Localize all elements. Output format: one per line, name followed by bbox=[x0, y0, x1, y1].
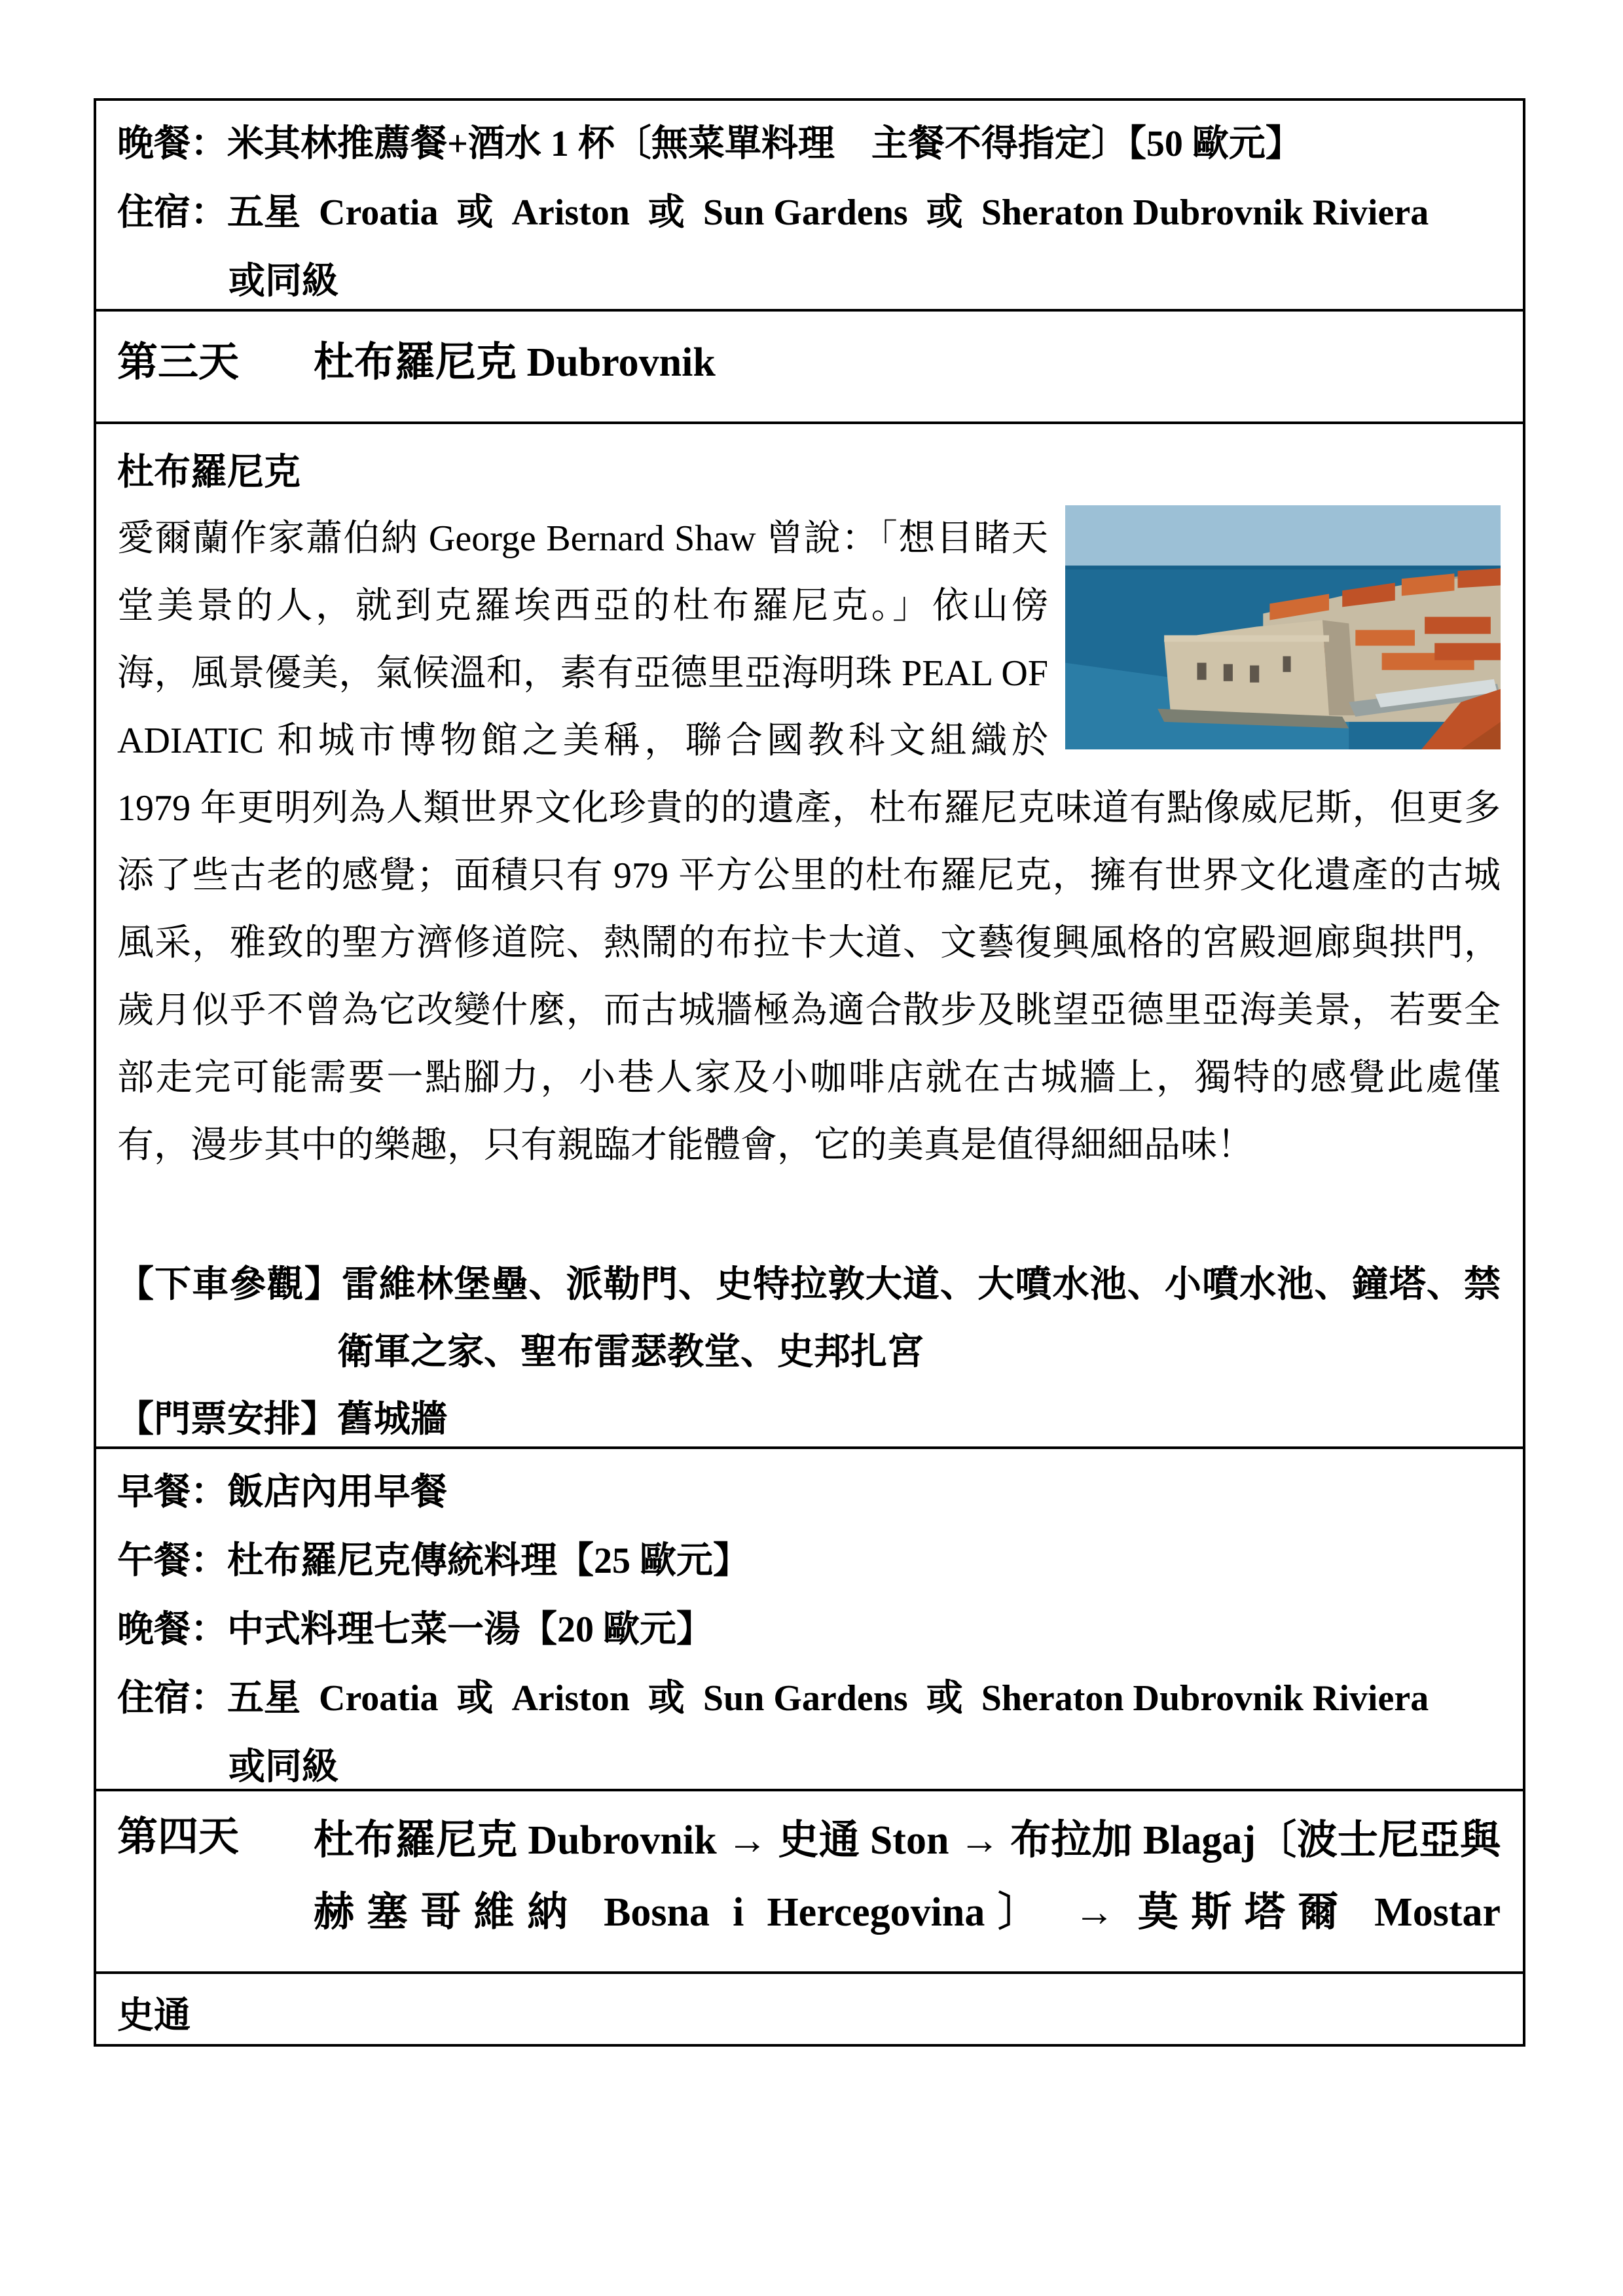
row-prev-day-meals bbox=[96, 101, 1523, 312]
photo-window bbox=[1283, 656, 1291, 672]
day3-label: 第三天 bbox=[117, 340, 240, 385]
photo-roof bbox=[1458, 568, 1501, 588]
photo-window bbox=[1197, 663, 1207, 680]
hotel-line: 住宿：五星 Croatia 或 Ariston 或 Sun Gardens 或 Sheraton Dubrovnik Riviera bbox=[117, 192, 1429, 233]
day4-label: 第四天 bbox=[117, 1815, 240, 1859]
day3-header-row bbox=[96, 312, 1523, 424]
day3-meals-row bbox=[96, 1449, 1523, 1791]
hotel-line-continuation: 或同級 bbox=[228, 1747, 338, 1787]
dinner-line: 晚餐：中式料理七菜一湯【20 歐元】 bbox=[117, 1609, 713, 1650]
photo-fortress-top bbox=[1164, 636, 1329, 642]
dubrovnik-photo bbox=[1065, 505, 1501, 749]
photo-roof bbox=[1434, 643, 1501, 660]
photo-roof bbox=[1355, 630, 1415, 646]
photo-window bbox=[1250, 666, 1259, 683]
day3-city-title: 杜布羅尼克 bbox=[117, 452, 301, 493]
day3-description-paragraph bbox=[117, 505, 1501, 1179]
day3-description-row bbox=[96, 424, 1523, 1449]
dinner-line: 晚餐：米其林推薦餐+酒水 1 杯〔無菜單料理 主餐不得指定〕【50 歐元】 bbox=[117, 124, 1302, 164]
walkthrough-sights-line: 【下車參觀】雷維林堡壘、派勒門、史特拉敦大道、大噴水池、小噴水池、鐘塔、禁衛軍之家、聖布雷瑟教堂、史邦扎宮 bbox=[117, 1265, 1501, 1372]
breakfast-line: 早餐：飯店內用早餐 bbox=[117, 1472, 447, 1513]
ticket-arrangement-line: 【門票安排】舊城牆 bbox=[117, 1399, 447, 1440]
hotel-line-continuation: 或同級 bbox=[228, 261, 338, 302]
day4-header-row bbox=[96, 1791, 1523, 1974]
photo-horizon bbox=[1065, 565, 1501, 569]
hotel-line: 住宿：五星 Croatia 或 Ariston 或 Sun Gardens 或 Sheraton Dubrovnik Riviera bbox=[117, 1678, 1429, 1719]
lunch-line: 午餐：杜布羅尼克傳統料理【25 歐元】 bbox=[117, 1541, 750, 1581]
day3-route: 杜布羅尼克 Dubrovnik bbox=[314, 340, 716, 385]
photo-roof bbox=[1425, 617, 1491, 634]
day4-route: 杜布羅尼克 Dubrovnik → 史通 Ston → 布拉加 Blagaj〔波士尼亞與赫塞哥維納 Bosna i Hercegovina〕 → 莫斯塔爾 Mostar bbox=[314, 1818, 1501, 1935]
day4-city-title: 史通 bbox=[117, 1996, 191, 2036]
day4-description-row bbox=[96, 1974, 1523, 2044]
itinerary-table bbox=[94, 98, 1525, 2047]
day3-description-text: 愛爾蘭作家蕭伯納 George Bernard Shaw 曾說：「想目睹天堂美景的人，就到克羅埃西亞的杜布羅尼克。」依山傍海，風景優美，氣候溫和，素有亞德里亞海明珠 PEAL OF ADIATIC 和城市博物館之美稱，聯合國教科文組織於 1979 年更明列為人類世界文化珍貴的的遺產，杜布羅尼克味道有點像威尼斯，但更多添了些古老的感覺；面積只有 979 平方公里的杜布羅尼克，擁有世界文化遺產的古城風采，雅致的聖方濟修道院、熱鬧的布拉卡大道、文藝復興風格的宮殿迴廊與拱門，歲月似乎不曾為它改變什麼，而古城牆極為適合散步及眺望亞德里亞海美景，若要全部走完可能需要一點腳力，小巷人家及小咖啡店就在古城牆上，獨特的感覺此處僅有，漫步其中的樂趣，只有親臨才能體會，它的美真是值得細細品味！ bbox=[117, 518, 1501, 1166]
photo-window bbox=[1224, 664, 1233, 681]
